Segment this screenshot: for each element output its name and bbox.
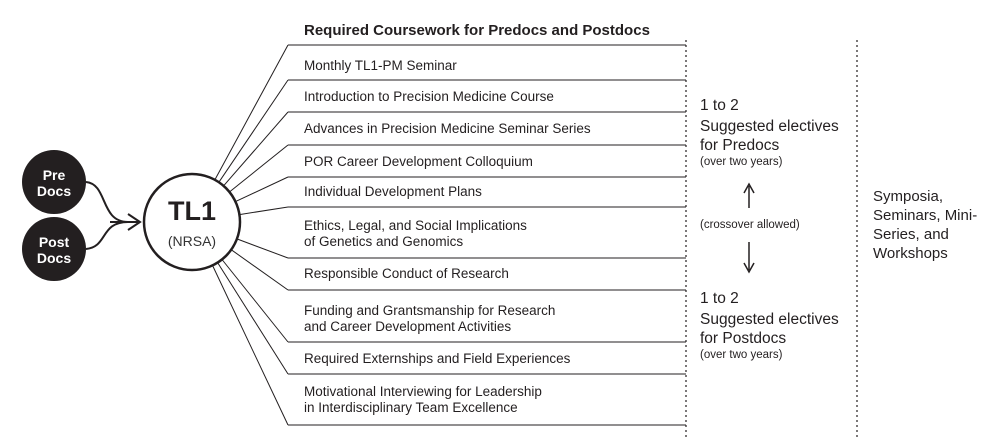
course-item (304, 121, 591, 137)
course-item-line1: Individual Development Plans (304, 184, 482, 199)
fan-line (239, 207, 288, 215)
fan-line (215, 45, 288, 180)
tl1-subtitle: (NRSA) (167, 233, 217, 249)
events-label: Symposia, Seminars, Mini-Series, and Workshops (873, 188, 978, 262)
fan-line (219, 80, 288, 182)
course-item-line1: Monthly TL1-PM Seminar (304, 58, 457, 73)
course-item-line1: Required Externships and Field Experiences (304, 351, 571, 366)
postdoc-elective-line2: for Postdocs (700, 330, 787, 347)
course-item (304, 58, 457, 74)
course-item-line2: in Interdisciplinary Team Excellence (304, 400, 518, 415)
course-item (304, 266, 509, 282)
course-item (304, 384, 542, 416)
postdocs-connector (86, 222, 128, 249)
course-item (304, 89, 554, 105)
fan-line (231, 250, 288, 290)
course-item (304, 154, 533, 170)
tl1-title: TL1 (167, 196, 216, 226)
postdoc-elective-count: 1 to 2 (700, 290, 739, 307)
postdoc-elective-note: (over two years) (700, 349, 783, 361)
course-item-line1: Responsible Conduct of Research (304, 266, 509, 281)
predocs-label (23, 167, 85, 199)
course-item-line2: of Genetics and Genomics (304, 234, 464, 249)
postdocs-label-line2: Docs (36, 250, 72, 266)
coursework-heading: Required Coursework for Predocs and Postdocs (304, 22, 650, 39)
course-item (304, 303, 555, 335)
fan-line (222, 260, 288, 343)
course-item (304, 218, 527, 250)
predoc-elective-count: 1 to 2 (700, 97, 739, 114)
postdocs-label-line1: Post (38, 234, 70, 250)
course-item-line2: and Career Development Activities (304, 319, 512, 334)
course-item-line1: Funding and Grantsmanship for Research (304, 303, 556, 318)
course-item-line1: Ethics, Legal, and Social Implications (304, 218, 527, 233)
crossover-label: (crossover allowed) (700, 219, 800, 231)
fan-line (224, 112, 288, 186)
predoc-elective-note: (over two years) (700, 156, 783, 168)
course-item-line1: POR Career Development Colloquium (304, 154, 533, 169)
predoc-elective-line2: for Predocs (700, 137, 780, 154)
predocs-label-line2: Docs (36, 183, 72, 199)
course-item (304, 351, 570, 367)
course-item-line1: Advances in Precision Medicine Seminar Series (304, 121, 591, 136)
fan-line (213, 265, 289, 425)
fan-line (218, 263, 288, 374)
course-item (304, 184, 482, 200)
predocs-connector (86, 182, 128, 222)
predoc-elective-line1: Suggested electives (700, 118, 839, 135)
fan-line (237, 239, 288, 258)
postdocs-label (23, 234, 85, 266)
course-item-line1: Motivational Interviewing for Leadership (304, 384, 542, 399)
course-item-line1: Introduction to Precision Medicine Course (304, 89, 554, 104)
predocs-label-line1: Pre (42, 167, 66, 183)
postdoc-elective-line1: Suggested electives (700, 311, 839, 328)
